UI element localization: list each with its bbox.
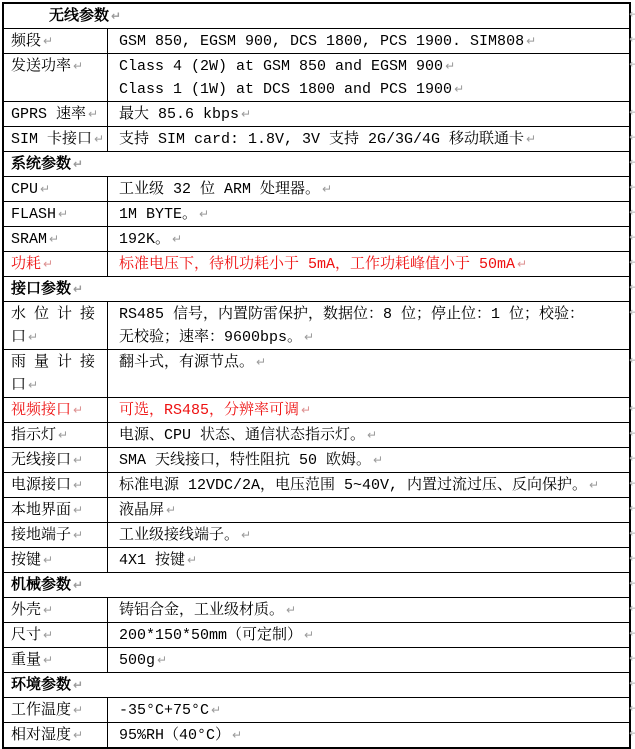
paragraph-mark-icon: ↵	[199, 207, 210, 221]
paragraph-mark-icon: ↵	[28, 330, 39, 344]
paragraph-mark-icon: ↵	[73, 157, 84, 171]
paragraph-mark-icon: ↵	[73, 728, 84, 742]
spec-value: 标准电压下，待机功耗小于 5mA，工作功耗峰值小于 50mA ↵	[119, 256, 528, 273]
paragraph-mark-icon: ↵	[43, 553, 54, 567]
table-row	[4, 127, 629, 152]
paragraph-mark-icon: ↵	[73, 59, 84, 73]
spec-value: 200*150*50mm（可定制） ↵	[119, 627, 315, 644]
section-title: 机械参数	[11, 577, 72, 594]
table-row	[4, 302, 629, 350]
spec-value: 工业级接线端子。 ↵	[119, 527, 252, 544]
section-title: 无线参数	[49, 8, 110, 25]
paragraph-mark-icon: ↵	[232, 728, 243, 742]
paragraph-mark-icon: ↵	[304, 628, 315, 642]
spec-value: GSM 850, EGSM 900, DCS 1800, PCS 1900. SIM808 ↵	[119, 33, 537, 50]
spec-label: 指示灯 ↵	[4, 423, 108, 447]
spec-label: 水位计接 口 ↵	[4, 302, 108, 349]
paragraph-mark-icon: ↵	[43, 653, 54, 667]
spec-label: FLASH ↵	[4, 202, 108, 226]
table-row	[4, 548, 629, 573]
spec-label: 工作温度 ↵	[4, 698, 108, 722]
paragraph-mark-icon: ↵	[43, 603, 54, 617]
spec-value: 95%RH（40°C） ↵	[119, 727, 243, 744]
paragraph-mark-icon: ↵	[73, 403, 84, 417]
paragraph-mark-icon: ↵	[322, 182, 333, 196]
spec-value: 1M BYTE。 ↵	[119, 206, 210, 223]
spec-label: 接地端子 ↵	[4, 523, 108, 547]
spec-table	[2, 2, 631, 749]
paragraph-mark-icon: ↵	[73, 578, 84, 592]
spec-value: 支持 SIM card: 1.8V, 3V 支持 2G/3G/4G 移动联通卡 ↵	[119, 131, 537, 148]
spec-value: Class 4 (2W) at GSM 850 and EGSM 900 ↵ Class 1 (1W) at DCS 1800 and PCS 1900 ↵	[119, 58, 465, 98]
paragraph-mark-icon: ↵	[94, 132, 105, 146]
paragraph-mark-icon: ↵	[43, 628, 54, 642]
paragraph-mark-icon: ↵	[49, 232, 60, 246]
spec-value: 铸铝合金，工业级材质。 ↵	[119, 602, 297, 619]
paragraph-mark-icon: ↵	[304, 330, 315, 344]
paragraph-mark-icon: ↵	[526, 34, 537, 48]
spec-label: 视频接口 ↵	[4, 398, 108, 422]
spec-value: SMA 天线接口，特性阻抗 50 欧姆。 ↵	[119, 452, 384, 469]
section-header-interface	[4, 277, 629, 302]
paragraph-mark-icon: ↵	[286, 603, 297, 617]
table-row	[4, 648, 629, 673]
paragraph-mark-icon: ↵	[73, 503, 84, 517]
table-row	[4, 473, 629, 498]
paragraph-mark-icon: ↵	[73, 703, 84, 717]
paragraph-mark-icon: ↵	[241, 528, 252, 542]
spec-label: 本地界面 ↵	[4, 498, 108, 522]
spec-label: SRAM ↵	[4, 227, 108, 251]
table-row-power-consumption	[4, 252, 629, 277]
paragraph-mark-icon: ↵	[73, 453, 84, 467]
paragraph-mark-icon: ↵	[241, 107, 252, 121]
spec-label: 雨量计接 口 ↵	[4, 350, 108, 397]
paragraph-mark-icon: ↵	[256, 355, 267, 369]
paragraph-mark-icon: ↵	[40, 182, 51, 196]
paragraph-mark-icon: ↵	[58, 207, 69, 221]
table-row	[4, 523, 629, 548]
table-row	[4, 202, 629, 227]
spec-label: 频段 ↵	[4, 29, 108, 53]
table-row	[4, 698, 629, 723]
spec-label: GPRS 速率 ↵	[4, 102, 108, 126]
table-row	[4, 598, 629, 623]
paragraph-mark-icon: ↵	[73, 478, 84, 492]
table-row	[4, 54, 629, 102]
table-row	[4, 177, 629, 202]
section-header-mechanical	[4, 573, 629, 598]
paragraph-mark-icon: ↵	[73, 282, 84, 296]
table-row	[4, 102, 629, 127]
table-row	[4, 423, 629, 448]
spec-value: 192K。 ↵	[119, 231, 183, 248]
table-row	[4, 448, 629, 473]
paragraph-mark-icon: ↵	[517, 257, 528, 271]
paragraph-mark-icon: ↵	[166, 503, 177, 517]
paragraph-mark-icon: ↵	[73, 528, 84, 542]
section-title: 系统参数	[11, 156, 72, 173]
spec-label: 电源接口 ↵	[4, 473, 108, 497]
spec-label: 无线接口 ↵	[4, 448, 108, 472]
spec-value: -35°C+75°C ↵	[119, 702, 222, 719]
section-title: 环境参数	[11, 677, 72, 694]
paragraph-mark-icon: ↵	[172, 232, 183, 246]
section-title: 接口参数	[11, 281, 72, 298]
paragraph-mark-icon: ↵	[211, 703, 222, 717]
paragraph-mark-icon: ↵	[367, 428, 378, 442]
spec-value: 液晶屏 ↵	[119, 502, 177, 519]
section-header-wireless	[4, 4, 629, 29]
spec-label: 功耗 ↵	[4, 252, 108, 276]
spec-value: 标准电源 12VDC/2A，电压范围 5~40V, 内置过流过压、反向保护。 ↵	[119, 477, 600, 494]
spec-value: 工业级 32 位 ARM 处理器。 ↵	[119, 181, 333, 198]
section-header-environment	[4, 673, 629, 698]
spec-label: 按键 ↵	[4, 548, 108, 572]
paragraph-mark-icon: ↵	[589, 478, 600, 492]
paragraph-mark-icon: ↵	[43, 257, 54, 271]
paragraph-mark-icon: ↵	[73, 678, 84, 692]
spec-label: 外壳 ↵	[4, 598, 108, 622]
table-row	[4, 498, 629, 523]
paragraph-mark-icon: ↵	[43, 34, 54, 48]
paragraph-mark-icon: ↵	[187, 553, 198, 567]
table-row	[4, 350, 629, 398]
spec-label: 相对湿度 ↵	[4, 723, 108, 747]
table-row-video-interface	[4, 398, 629, 423]
section-header-system	[4, 152, 629, 177]
spec-label: CPU ↵	[4, 177, 108, 201]
table-row	[4, 29, 629, 54]
spec-value: 最大 85.6 kbps ↵	[119, 106, 252, 123]
spec-label: 发送功率 ↵	[4, 54, 108, 101]
spec-label: SIM 卡接口 ↵	[4, 127, 108, 151]
spec-value: RS485 信号，内置防雷保护，数据位：8 位；停止位：1 位；校验： 无校验；速率：9600bps。 ↵	[119, 306, 585, 346]
table-row	[4, 723, 629, 747]
table-row	[4, 227, 629, 252]
paragraph-mark-icon: ↵	[157, 653, 168, 667]
paragraph-mark-icon: ↵	[88, 107, 99, 121]
paragraph-mark-icon: ↵	[454, 82, 465, 96]
paragraph-mark-icon: ↵	[58, 428, 69, 442]
spec-value: 4X1 按键 ↵	[119, 552, 198, 569]
spec-label: 尺寸 ↵	[4, 623, 108, 647]
paragraph-mark-icon: ↵	[373, 453, 384, 467]
spec-value: 电源、CPU 状态、通信状态指示灯。 ↵	[119, 427, 378, 444]
paragraph-mark-icon: ↵	[301, 403, 312, 417]
spec-value: 500g ↵	[119, 652, 168, 669]
paragraph-mark-icon: ↵	[445, 59, 456, 73]
spec-label: 重量 ↵	[4, 648, 108, 672]
paragraph-mark-icon: ↵	[111, 9, 122, 23]
table-row	[4, 623, 629, 648]
paragraph-mark-icon: ↵	[526, 132, 537, 146]
spec-value: 翻斗式，有源节点。 ↵	[119, 354, 267, 371]
paragraph-mark-icon: ↵	[28, 378, 39, 392]
spec-value: 可选，RS485，分辨率可调 ↵	[119, 402, 312, 419]
